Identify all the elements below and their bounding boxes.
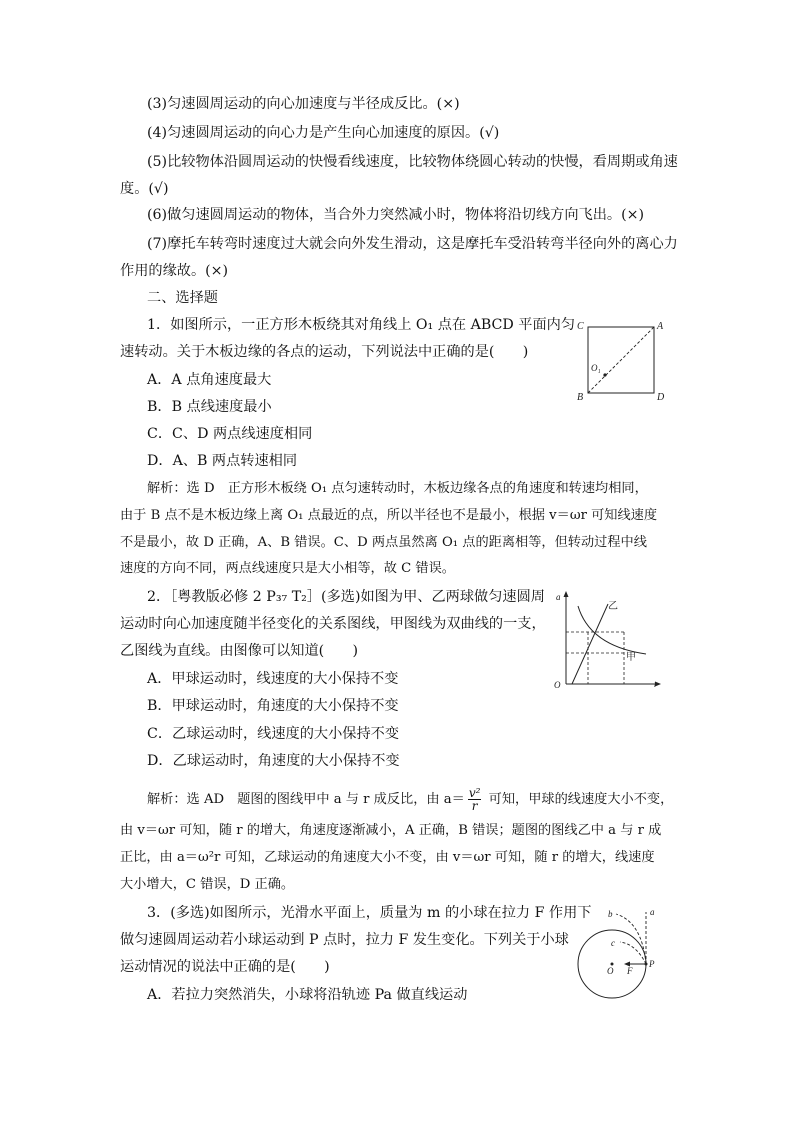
label-f: F [627,966,633,976]
fraction-numerator: v² [468,786,481,800]
q2-stem-3: 乙图线为直线。由图像可以知道( ) [120,643,359,659]
q1-option-d: D．A、B 两点转速相同 [147,453,298,469]
q1-analysis-2: 由于 B 点不是木板边缘上离 O₁ 点最近的点，所以半径也不是最小，根据 v＝ωr 可知线速度 [120,508,658,523]
judgment-7-cont: 作用的缘故。(×) [120,263,229,279]
q2-analysis-1 [147,787,673,812]
fraction-v2-over-r [468,787,482,812]
judgment-4: (4)匀速圆周运动的向心力是产生向心加速度的原因。(√) [147,125,500,141]
q2-option-c: C．乙球运动时，线速度的大小保持不变 [147,726,400,742]
q2-option-b: B．甲球运动时，角速度的大小保持不变 [147,698,399,714]
q2-stem-1: 2．［粤教版必修 2 P₃₇ T₂］(多选)如图为甲、乙两球做匀速圆周 [147,589,545,605]
judgment-5-cont: 度。(√) [120,181,169,197]
q3-stem-2: 做匀速圆周运动若小球运动到 P 点时，拉力 F 发生变化。下列关于小球 [120,932,569,948]
q1-analysis-4: 速度的方向不同，两点线速度只是大小相等，故 C 错误。 [120,561,455,576]
fraction-denominator: r [471,799,478,813]
label-c: c [611,938,615,948]
label-p: P [649,959,655,969]
judgment-7: (7)摩托车转弯时速度过大就会向外发生滑动，这是摩托车受沿转弯半径向外的离心力 [147,236,678,252]
label-b: b [608,909,613,919]
label-o1: O₁ [591,363,601,373]
label-o: O [607,966,614,976]
label-d: D [657,392,665,403]
q2-stem-2: 运动时向心加速度随半径变化的关系图线，甲图线为双曲线的一支， [120,616,546,632]
line-yi-label: 乙 [608,601,618,612]
q1-stem-2: 速转动。关于木板边缘的各点的运动，下列说法中正确的是( ) [120,344,529,360]
q2-option-d: D．乙球运动时，角速度的大小保持不变 [147,753,400,769]
section-title: 二、选择题 [147,290,218,306]
label-c: C [577,321,584,332]
label-b: B [577,392,584,403]
q2-analysis-2: 由 v＝ωr 可知，随 r 的增大，角速度逐渐减小，A 正确，B 错误；题图的图线乙中 a 与 r 成 [120,823,662,838]
judgment-6: (6)做匀速圆周运动的物体，当合外力突然减小时，物体将沿切线方向飞出。(×) [147,207,645,223]
axis-a-label: a [556,592,561,602]
q1-option-b: B．B 点线速度最小 [147,399,272,415]
q2-analysis-4: 大小增大，C 错误，D 正确。 [120,877,295,892]
q1-option-c: C．C、D 两点线速度相同 [147,426,313,442]
q3-option-a: A．若拉力突然消失，小球将沿轨迹 Pa 做直线运动 [147,987,468,1003]
axis-r-label: r [654,679,658,688]
label-a: A [657,321,664,332]
acceleration-radius-graph [550,588,665,688]
line-jia-label: 甲 [626,652,636,663]
judgment-3: (3)匀速圆周运动的向心加速度与半径成反比。(×) [147,96,460,112]
origin-label: O [554,680,561,688]
q1-analysis-1: 解析：选 D 正方形木板绕 O₁ 点匀速转动时，木板边缘各点的角速度和转速均相同， [147,481,648,496]
q1-option-a: A．A 点角速度最大 [147,372,272,388]
q2-option-a: A．甲球运动时，线速度的大小保持不变 [147,671,399,687]
judgment-5: (5)比较物体沿圆周运动的快慢看线速度，比较物体绕圆心转动的快慢，看周期或角速 [147,154,678,170]
q1-analysis-3: 不是最小，故 D 正确，A、B 错误。C、D 两点虽然离 O₁ 点的距离相等，但转动过程中线 [120,535,647,550]
q1-stem-1: 1．如图所示，一正方形木板绕其对角线上 O₁ 点在 ABCD 平面内匀 [147,317,576,333]
square-board-figure [570,316,670,406]
label-a: a [650,907,655,917]
q3-stem-1: 3．(多选)如图所示，光滑水平面上，质量为 m 的小球在拉力 F 作用下 [147,905,592,921]
circular-motion-figure [574,900,674,1004]
q2-analysis-1-pre: 解析：选 AD 题图的图线甲中 a 与 r 成反比，由 a＝ [147,792,465,807]
q2-analysis-1-post: 可知，甲球的线速度大小不变， [484,792,674,807]
q3-stem-3: 运动情况的说法中正确的是( ) [120,959,330,975]
q2-analysis-3: 正比，由 a＝ω²r 可知，乙球运动的角速度大小不变，由 v＝ωr 可知，随 r 的增大，线速度 [120,850,655,865]
